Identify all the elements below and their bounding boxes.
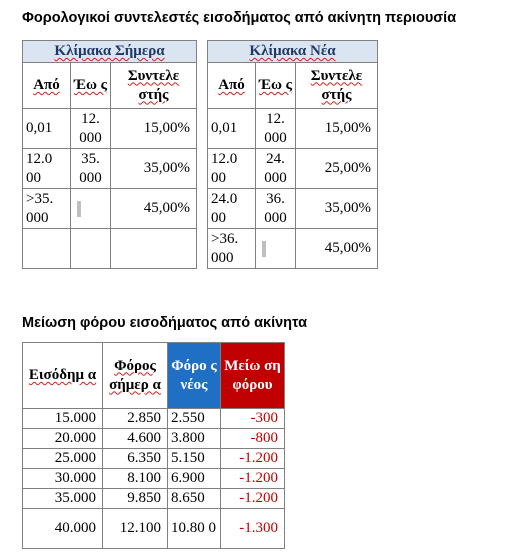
col-header-tax-reduction: Μείω ση φόρου xyxy=(221,343,285,409)
cell-tax-new: 8.650 xyxy=(168,489,221,509)
cell-tax-today: 4.600 xyxy=(103,429,168,449)
cell-empty xyxy=(71,229,111,269)
table-row xyxy=(23,509,285,549)
cell-income: 35.000 xyxy=(23,489,103,509)
cell-to: 12. 000 xyxy=(256,109,296,149)
cell-tax-today: 2.850 xyxy=(103,409,168,429)
cell-tax-today: 9.850 xyxy=(103,489,168,509)
table-row xyxy=(23,449,285,469)
col-header-tax-new: Φόρο ς νέος xyxy=(168,343,221,409)
cell-reduction: -1.200 xyxy=(221,469,285,489)
page-title: Φορολογικοί συντελεστές εισοδήματος από ακίνητη περιουσία xyxy=(22,10,457,26)
cell-income: 15.000 xyxy=(23,409,103,429)
cell-reduction: -1.200 xyxy=(221,449,285,469)
cell-from: 12.0 00 xyxy=(208,149,256,189)
cell-tax-new: 3.800 xyxy=(168,429,221,449)
table-row xyxy=(208,109,378,149)
scale-new-caption: Κλίμακα Νέα xyxy=(208,41,378,63)
cell-from: 12.0 00 xyxy=(23,149,71,189)
table-row xyxy=(208,149,378,189)
table-row xyxy=(23,109,197,149)
cell-empty xyxy=(111,229,197,269)
col-header-income: Εισόδημ α xyxy=(23,343,103,409)
col-header-rate: Συντελε στής xyxy=(111,63,197,109)
cell-reduction: -1.200 xyxy=(221,489,285,509)
empty-marker xyxy=(262,241,266,257)
cell-rate: 15,00% xyxy=(296,109,378,149)
cell-tax-new: 6.900 xyxy=(168,469,221,489)
cell-tax-new: 5.150 xyxy=(168,449,221,469)
cell-to xyxy=(256,229,296,269)
cell-tax-today: 8.100 xyxy=(103,469,168,489)
cell-income: 30.000 xyxy=(23,469,103,489)
cell-empty xyxy=(23,229,71,269)
cell-to xyxy=(71,189,111,229)
table-row xyxy=(23,149,197,189)
cell-tax-today: 6.350 xyxy=(103,449,168,469)
tax-scale-new-table xyxy=(207,40,378,269)
col-header-rate: Συντελε στής xyxy=(296,63,378,109)
col-header-from: Από xyxy=(23,63,71,109)
col-header-from: Από xyxy=(208,63,256,109)
cell-to: 24. 000 xyxy=(256,149,296,189)
scale-today-caption: Κλίμακα Σήμερα xyxy=(23,41,197,63)
table-row xyxy=(23,469,285,489)
table-row xyxy=(208,229,378,269)
tax-reduction-table xyxy=(22,342,285,549)
cell-income: 25.000 xyxy=(23,449,103,469)
cell-to: 35. 000 xyxy=(71,149,111,189)
col-header-to: Έω ς xyxy=(256,63,296,109)
cell-reduction: -300 xyxy=(221,409,285,429)
cell-from: 24.0 00 xyxy=(208,189,256,229)
cell-rate: 45,00% xyxy=(296,229,378,269)
table-row xyxy=(23,489,285,509)
cell-from: 0,01 xyxy=(208,109,256,149)
col-header-to: Έω ς xyxy=(71,63,111,109)
cell-tax-today: 12.100 xyxy=(103,509,168,549)
cell-from: >35. 000 xyxy=(23,189,71,229)
cell-reduction: -1.300 xyxy=(221,509,285,549)
section-title: Μείωση φόρου εισοδήματος από ακίνητα xyxy=(22,315,308,331)
table-row xyxy=(23,409,285,429)
col-header-tax-today: Φόρος σήμερ α xyxy=(103,343,168,409)
cell-rate: 15,00% xyxy=(111,109,197,149)
cell-rate: 35,00% xyxy=(111,149,197,189)
empty-marker xyxy=(77,201,81,217)
cell-from: >36. 000 xyxy=(208,229,256,269)
cell-rate: 25,00% xyxy=(296,149,378,189)
table-row xyxy=(208,189,378,229)
cell-reduction: -800 xyxy=(221,429,285,449)
cell-income: 40.000 xyxy=(23,509,103,549)
cell-tax-new: 2.550 xyxy=(168,409,221,429)
cell-to: 36. 000 xyxy=(256,189,296,229)
table-row xyxy=(23,229,197,269)
cell-rate: 45,00% xyxy=(111,189,197,229)
cell-from: 0,01 xyxy=(23,109,71,149)
cell-income: 20.000 xyxy=(23,429,103,449)
table-row xyxy=(23,429,285,449)
cell-rate: 35,00% xyxy=(296,189,378,229)
table-row xyxy=(23,189,197,229)
cell-to: 12. 000 xyxy=(71,109,111,149)
tax-scale-today-table xyxy=(22,40,197,269)
cell-tax-new: 10.80 0 xyxy=(168,509,221,549)
